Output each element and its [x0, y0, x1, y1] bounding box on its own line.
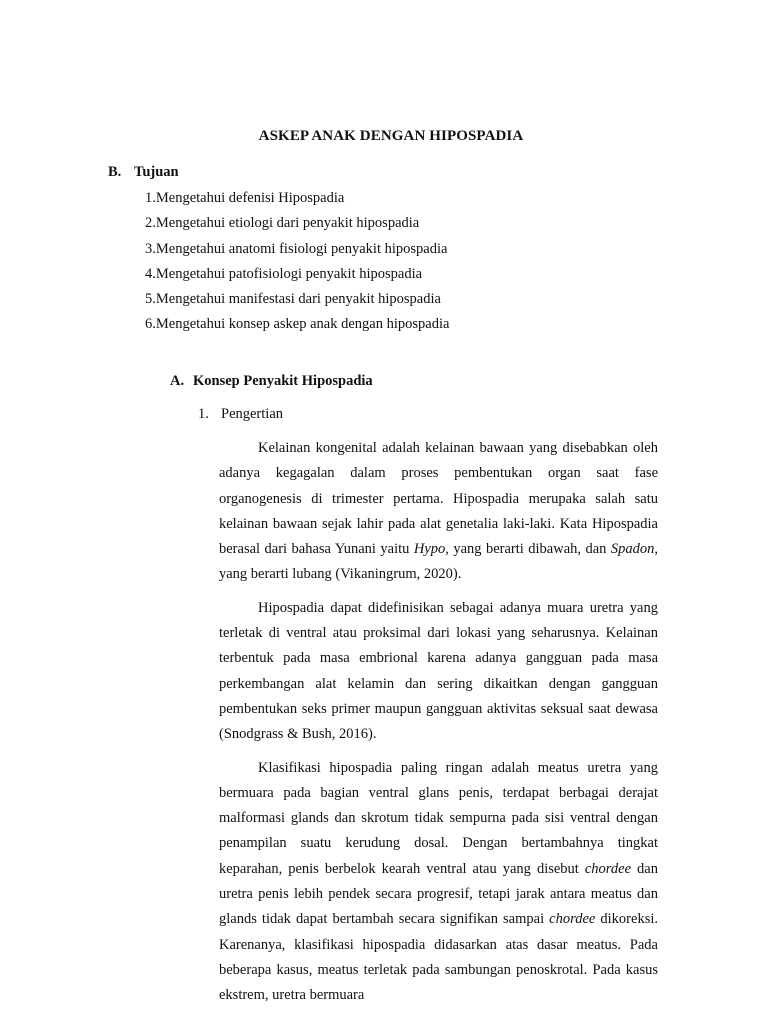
italic-term: Hypo [413, 541, 446, 558]
paragraph-1 [219, 436, 658, 588]
list-item: 4.Mengetahui patofisiologi penyakit hipospadia [145, 265, 423, 282]
list-item: 2.Mengetahui etiologi dari penyakit hipospadia [145, 215, 420, 232]
paragraph-text: , yang berarti lubang (Vikaningrum, 2020). [219, 541, 658, 583]
paragraph-text: dan uretra penis lebih pendek secara progresif, tetapi jarak antara meatus dan glands tidak dapat bertambah secara signifikan sampai [219, 860, 658, 928]
subsection-heading [198, 406, 283, 423]
italic-term: Spadon [610, 541, 655, 558]
list-item: 3.Mengetahui anatomi fisiologi penyakit hipospadia [145, 240, 448, 257]
paragraph-text: Klasifikasi hipospadia paling ringan adalah meatus uretra yang bermuara pada bagian ventral glans penis, terdapat berbagai derajat malformasi glands dan skrotum tidak sempurna pada sisi ventral dengan penampilan suatu kerudung dosal. Dengan bertambahnya tingkat keparahan, penis berbelok kearah ventral atau yang disebut [219, 759, 658, 877]
paragraph-text: dikoreksi. Karenanya, klasifikasi hipospadia didasarkan atas dasar meatus. Pada beberapa kasus, meatus terletak pada sambungan penoskrotal. Pada kasus ekstrem, uretra bermuara [219, 911, 658, 1004]
section-a-number: A. [170, 373, 185, 389]
italic-term: chordee [549, 911, 596, 928]
body-text [219, 436, 658, 1017]
goals-list [145, 188, 449, 340]
section-b-number: B. [108, 164, 122, 180]
list-item: 1.Mengetahui defenisi Hipospadia [145, 190, 345, 206]
list-item: 6.Mengetahui konsep askep anak dengan hipospadia [145, 316, 450, 333]
section-a-heading [170, 373, 373, 390]
paragraph-3 [219, 756, 658, 1009]
paragraph-2: Hipospadia dapat didefinisikan sebagai adanya muara uretra yang terletak di ventral atau proksimal dari lokasi yang seharusnya. Kelainan terbentuk pada masa embrional karena adanya gangguan pada masa perkembangan alat kelamin dan sering dikaitkan dengan gangguan pembentukan seks primer maupun gangguan aktivitas seksual saat dewasa (Snodgrass & Bush, 2016). [219, 599, 658, 743]
paragraph-text: Kelainan kongenital adalah kelainan bawaan yang disebabkan oleh adanya kegagalan dalam proses pembentukan organ saat fase organogenesis di trimester pertama. Hipospadia merupaka salah satu kelainan bawaan sejak lahir pada alat genetalia laki-laki. Kata Hipospadia berasal dari bahasa Yunani yaitu [219, 440, 658, 558]
list-item: 5.Mengetahui manifestasi dari penyakit hipospadia [145, 291, 441, 308]
subsection-number: 1. [198, 406, 209, 422]
section-b-title: Tujuan [134, 164, 179, 180]
paragraph-text: , yang berarti dibawah, dan [445, 541, 611, 558]
section-b-heading [108, 164, 179, 181]
subsection-title: Pengertian [221, 406, 284, 422]
section-a-title: Konsep Penyakit Hipospadia [193, 373, 373, 389]
document-title: ASKEP ANAK DENGAN HIPOSPADIA [258, 128, 524, 144]
italic-term: chordee [584, 860, 632, 877]
